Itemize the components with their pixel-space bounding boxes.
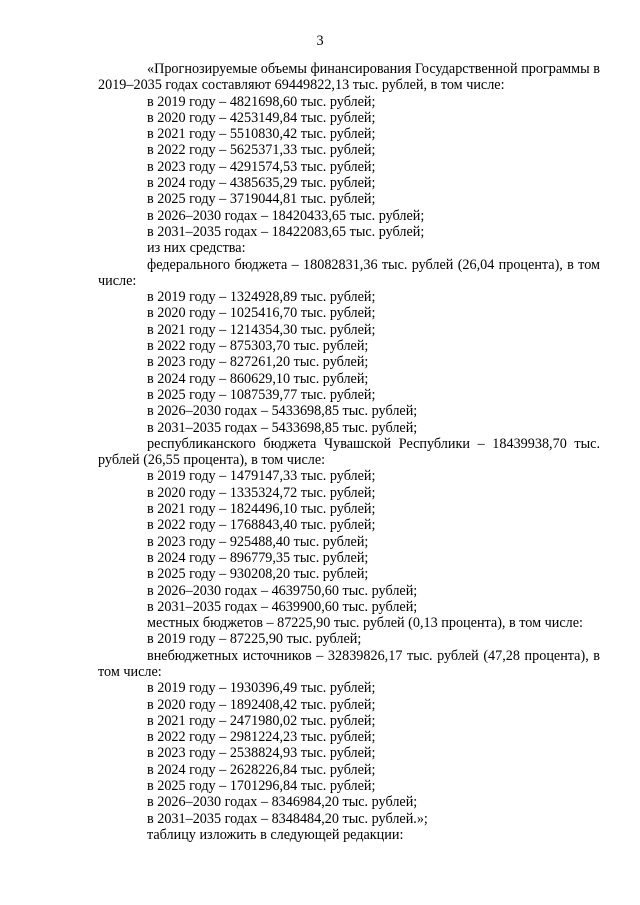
list-item: в 2024 году – 860629,10 тыс. рублей; xyxy=(147,370,369,387)
list-item: в 2026–2030 годах – 8346984,20 тыс. рублей; xyxy=(147,794,418,811)
total-years-list xyxy=(98,94,600,241)
list-item: в 2031–2035 годах – 18422083,65 тыс. рублей; xyxy=(147,223,425,240)
list-item: в 2020 году – 1892408,42 тыс. рублей; xyxy=(147,696,376,713)
list-item: в 2021 году – 1824496,10 тыс. рублей; xyxy=(147,501,376,518)
list-item: в 2025 году – 1701296,84 тыс. рублей; xyxy=(147,778,376,795)
list-item: в 2022 году – 875303,70 тыс. рублей; xyxy=(147,338,369,355)
federal-years-list xyxy=(98,289,600,436)
document-body xyxy=(98,61,600,843)
intro-line-2: 2019–2035 годах составляют 69449822,13 тыс. рублей, в том числе: xyxy=(98,77,505,94)
list-item: в 2021 году – 2471980,02 тыс. рублей; xyxy=(147,712,376,729)
list-item: в 2020 году – 1025416,70 тыс. рублей; xyxy=(147,305,376,322)
list-item: в 2023 году – 4291574,53 тыс. рублей; xyxy=(147,158,376,175)
list-item: в 2023 году – 925488,40 тыс. рублей; xyxy=(147,533,369,550)
extrabudget-heading-line-1: внебюджетных источников – 32839826,17 тыс. рублей (47,28 процента), в xyxy=(147,647,600,664)
list-item: в 2019 году – 1479147,33 тыс. рублей; xyxy=(147,468,376,485)
list-item: в 2022 году – 2981224,23 тыс. рублей; xyxy=(147,729,376,746)
list-item: в 2025 году – 1087539,77 тыс. рублей; xyxy=(147,386,376,403)
republican-heading-line-2: рублей (26,55 процента), в том числе: xyxy=(98,452,326,469)
federal-heading-line-1: федерального бюджета – 18082831,36 тыс. рублей (26,04 процента), в том xyxy=(147,256,600,273)
list-item: в 2022 году – 1768843,40 тыс. рублей; xyxy=(147,517,376,534)
republican-years-list xyxy=(98,468,600,615)
list-item: в 2023 году – 2538824,93 тыс. рублей; xyxy=(147,745,376,762)
list-item: в 2024 году – 4385635,29 тыс. рублей; xyxy=(147,175,376,192)
republican-heading-line-1: республиканского бюджета Чувашской Республики – 18439938,70 тыс. xyxy=(147,435,600,452)
intro-line-1: «Прогнозируемые объемы финансирования Государственной программы в xyxy=(147,61,600,77)
list-item: в 2026–2030 годах – 4639750,60 тыс. рублей; xyxy=(147,582,418,599)
local-heading: местных бюджетов – 87225,90 тыс. рублей (0,13 процента), в том числе: xyxy=(147,615,583,632)
list-item: в 2020 году – 1335324,72 тыс. рублей; xyxy=(147,484,376,501)
local-years-list xyxy=(98,631,600,647)
list-item: в 2026–2030 годах – 18420433,65 тыс. рублей; xyxy=(147,207,425,224)
list-item: в 2021 году – 1214354,30 тыс. рублей; xyxy=(147,321,376,338)
list-item: в 2026–2030 годах – 5433698,85 тыс. рублей; xyxy=(147,403,418,420)
list-item: в 2019 году – 1324928,89 тыс. рублей; xyxy=(147,289,376,306)
list-item: в 2031–2035 годах – 4639900,60 тыс. рублей; xyxy=(147,598,418,615)
list-item: в 2022 году – 5625371,33 тыс. рублей; xyxy=(147,142,376,159)
extrabudget-heading-line-2: том числе: xyxy=(98,663,162,680)
extrabudget-years-list xyxy=(98,680,600,827)
list-item: в 2031–2035 годах – 8348484,20 тыс. рублей.»; xyxy=(147,810,428,827)
list-item: в 2021 году – 5510830,42 тыс. рублей; xyxy=(147,126,376,143)
list-item: в 2031–2035 годах – 5433698,85 тыс. рублей; xyxy=(147,419,418,436)
list-item: в 2024 году – 896779,35 тыс. рублей; xyxy=(147,549,369,566)
list-item: в 2025 году – 930208,20 тыс. рублей; xyxy=(147,566,369,583)
list-item: в 2023 году – 827261,20 тыс. рублей; xyxy=(147,354,369,371)
list-item: в 2019 году – 87225,90 тыс. рублей; xyxy=(147,631,362,648)
of-them-label: из них средства: xyxy=(147,240,246,257)
list-item: в 2019 году – 1930396,49 тыс. рублей; xyxy=(147,680,376,697)
list-item: в 2025 году – 3719044,81 тыс. рублей; xyxy=(147,191,376,208)
list-item: в 2020 году – 4253149,84 тыс. рублей; xyxy=(147,109,376,126)
list-item: в 2019 году – 4821698,60 тыс. рублей; xyxy=(147,93,376,110)
page-number: 3 xyxy=(316,33,324,49)
federal-heading-line-2: числе: xyxy=(98,272,137,289)
list-item: в 2024 году – 2628226,84 тыс. рублей; xyxy=(147,761,376,778)
closing-line: таблицу изложить в следующей редакции: xyxy=(147,826,404,843)
